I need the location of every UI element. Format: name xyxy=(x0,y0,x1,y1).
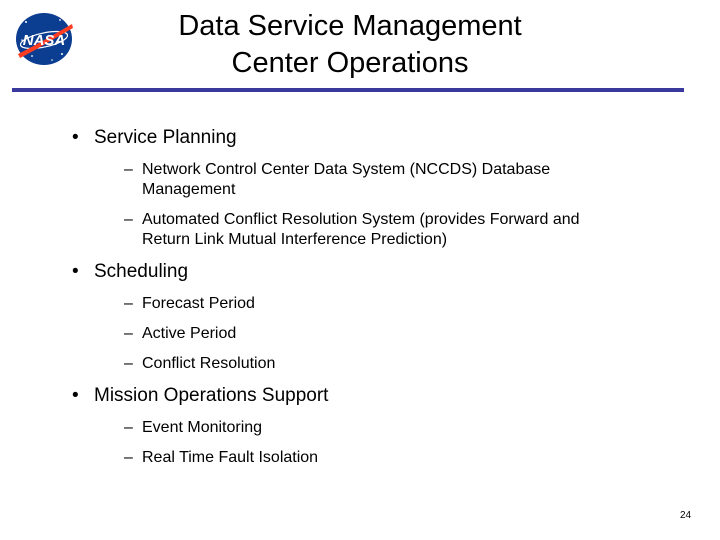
sub-item xyxy=(124,354,672,374)
page-number: 24 xyxy=(680,510,692,521)
dash-marker: – xyxy=(124,449,133,466)
bullet-item xyxy=(72,384,672,408)
nasa-meatball-icon xyxy=(12,10,76,68)
sub-item-text: Conflict Resolution xyxy=(142,355,276,372)
sub-item xyxy=(124,324,672,344)
bullet-marker: • xyxy=(72,127,79,148)
sub-item-text: Forecast Period xyxy=(142,295,255,312)
bullet-item xyxy=(72,260,672,284)
nasa-logo xyxy=(12,10,76,68)
sub-item-text: Event Monitoring xyxy=(142,419,263,436)
bullet-marker: • xyxy=(72,261,79,282)
sub-item xyxy=(124,160,672,200)
dash-marker: – xyxy=(124,295,133,312)
bullet-item xyxy=(72,126,672,150)
sub-item-text: Network Control Center Data System (NCCDS) Database Management xyxy=(142,161,551,198)
sub-item xyxy=(124,210,672,250)
bullet-label: Scheduling xyxy=(94,261,189,282)
sub-item xyxy=(124,294,672,314)
bullet-list xyxy=(72,126,672,478)
title-line-1: Data Service Management xyxy=(178,10,522,42)
title-divider xyxy=(12,88,684,92)
dash-marker: – xyxy=(124,161,133,178)
bullet-marker: • xyxy=(72,385,79,406)
dash-marker: – xyxy=(124,211,133,228)
bullet-label: Service Planning xyxy=(94,127,237,148)
sub-item-text: Real Time Fault Isolation xyxy=(142,449,319,466)
slide-title xyxy=(90,8,610,82)
dash-marker: – xyxy=(124,325,133,342)
sub-item xyxy=(124,448,672,468)
logo-text: NASA xyxy=(22,32,66,49)
bullet-label: Mission Operations Support xyxy=(94,385,329,406)
dash-marker: – xyxy=(124,419,133,436)
sub-item-text: Active Period xyxy=(142,325,237,342)
title-line-2: Center Operations xyxy=(231,47,469,79)
sub-item-text: Automated Conflict Resolution System (provides Forward and Return Link Mutual Interference Prediction) xyxy=(142,211,580,248)
dash-marker: – xyxy=(124,355,133,372)
sub-item xyxy=(124,418,672,438)
